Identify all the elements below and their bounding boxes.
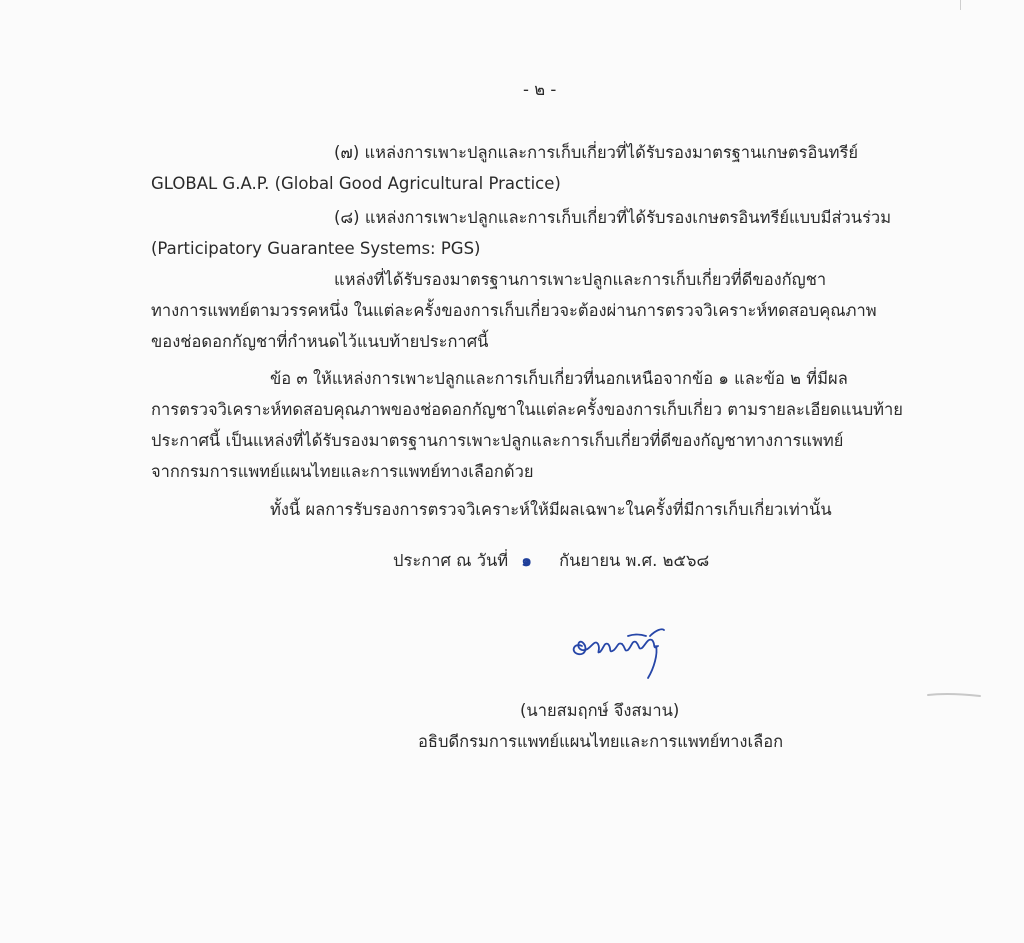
paragraph-1-line-1: แหล่งที่ได้รับรองมาตรฐานการเพาะปลูกและการเก็บเกี่ยวที่ดีของกัญชา	[334, 270, 827, 289]
scan-edge-mark	[960, 0, 961, 10]
clause-3-line-1: ข้อ ๓ ให้แหล่งการเพาะปลูกและการเก็บเกี่ยวที่นอกเหนือจากข้อ ๑ และข้อ ๒ ที่มีผล	[270, 369, 848, 388]
announcement-month-year: กันยายน พ.ศ. ๒๕๖๘	[559, 551, 710, 570]
effect-note: ทั้งนี้ ผลการรับรองการตรวจวิเคราะห์ให้มีผลเฉพาะในครั้งที่มีการเก็บเกี่ยวเท่านั้น	[270, 500, 832, 519]
paragraph-1-line-2: ทางการแพทย์ตามวรรคหนึ่ง ในแต่ละครั้งของการเก็บเกี่ยวจะต้องผ่านการตรวจวิเคราะห์ทดสอบคุณภาพ	[151, 301, 877, 320]
item-7-line-1: (๗) แหล่งการเพาะปลูกและการเก็บเกี่ยวที่ได้รับรองมาตรฐานเกษตรอินทรีย์	[334, 143, 859, 162]
item-7-line-2: GLOBAL G.A.P. (Global Good Agricultural Practice)	[151, 174, 561, 193]
clause-3-line-3: ประกาศนี้ เป็นแหล่งที่ได้รับรองมาตรฐานการเพาะปลูกและการเก็บเกี่ยวที่ดีของกัญชาทางการแพทย์	[151, 431, 844, 450]
clause-3-line-4: จากกรมการแพทย์แผนไทยและการแพทย์ทางเลือกด้วย	[151, 462, 534, 481]
scan-artifact-mark	[926, 690, 982, 700]
clause-3-line-2: การตรวจวิเคราะห์ทดสอบคุณภาพของช่อดอกกัญชาในแต่ละครั้งของการเก็บเกี่ยว ตามรายละเอียดแนบท้าย	[151, 400, 903, 419]
page-number: - ๒ -	[523, 80, 557, 99]
announcement-date	[393, 550, 709, 572]
item-8-line-1: (๘) แหล่งการเพาะปลูกและการเก็บเกี่ยวที่ได้รับรองเกษตรอินทรีย์แบบมีส่วนร่วม	[334, 208, 892, 227]
paragraph-1-line-3: ของช่อดอกกัญชาที่กำหนดไว้แนบท้ายประกาศนี้	[151, 332, 489, 351]
announcement-prefix: ประกาศ ณ วันที่	[393, 551, 509, 570]
handwritten-signature	[568, 620, 678, 682]
signatory-name: (นายสมฤกษ์ จึงสมาน)	[520, 701, 680, 720]
item-8-line-2: (Participatory Guarantee Systems: PGS)	[151, 239, 481, 258]
signatory-position: อธิบดีกรมการแพทย์แผนไทยและการแพทย์ทางเลือก	[418, 732, 784, 751]
announcement-day: ๑	[521, 551, 532, 570]
